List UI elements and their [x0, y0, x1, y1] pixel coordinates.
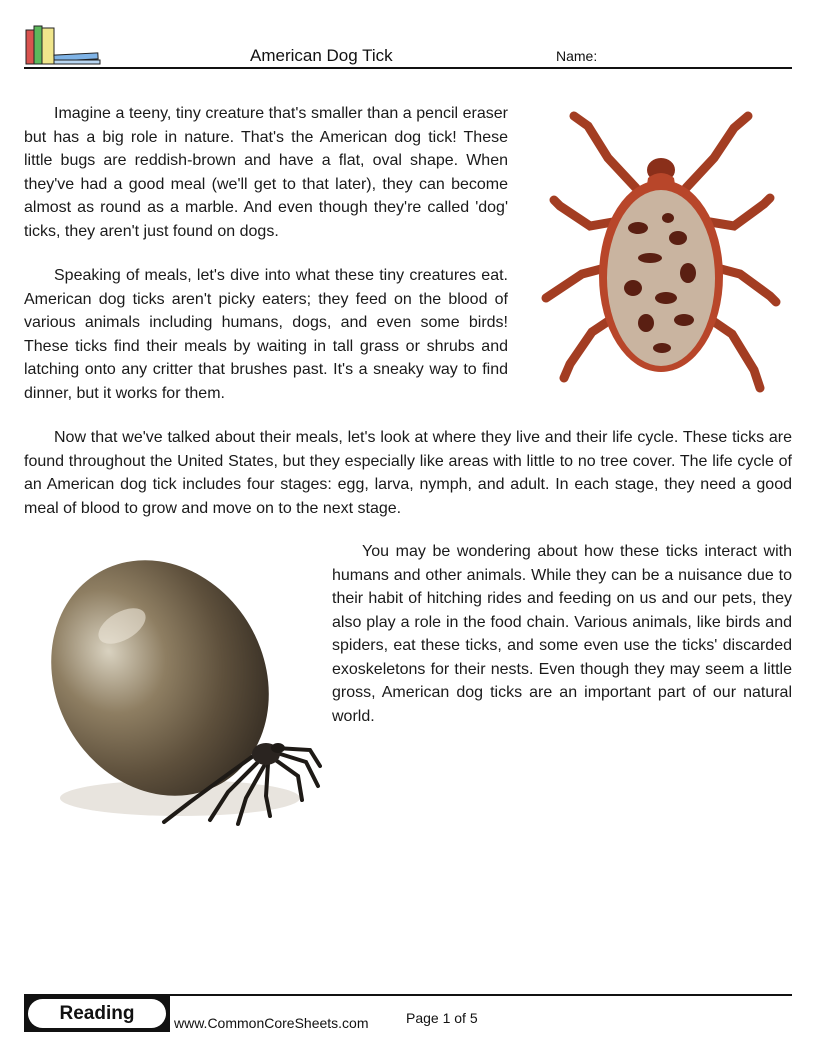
engorged-tick-photo — [30, 548, 322, 832]
page-number: Page 1 of 5 — [406, 1010, 478, 1026]
paragraph-1: Imagine a teeny, tiny creature that's smaller than a pencil eraser but has a big role in nature. That's the American dog tick! These little bugs are reddish-brown and have a flat, oval shape. When they've had a good meal (we'll get to that later), they can become almost as round as a marble. And even though they're called 'dog' ticks, they aren't just found on dogs. — [24, 105, 508, 240]
books-logo-icon — [24, 24, 104, 68]
header-divider — [24, 67, 792, 69]
american-dog-tick-photo — [538, 108, 784, 400]
name-label: Name: — [556, 48, 598, 64]
reading-badge-label: Reading — [28, 999, 166, 1028]
page-header — [24, 24, 792, 68]
paragraph-2: Speaking of meals, let's dive into what these tiny creatures eat. American dog ticks aren't picky eaters; they feed on the blood of various animals including humans, dogs, and even some birds! These ticks find their meals by waiting in tall grass or shrubs and latching onto any critter that brushes past. It's a sneaky way to find dinner, but it works for them. — [24, 267, 508, 402]
paragraph-4: You may be wondering about how these ticks interact with humans and other animals. While they can be a nuisance due to their habit of hitching rides and feeding on us and our pets, they also play a role in the food chain. Various animals, like birds and spiders, eat these ticks, and some even use the ticks' discarded exoskeletons for their nests. Even though they may seem a little gross, American dog ticks are an important part of our natural world. — [332, 543, 792, 725]
reading-badge — [24, 996, 170, 1032]
page-title: American Dog Tick — [250, 46, 393, 65]
site-url: www.CommonCoreSheets.com — [174, 1015, 369, 1031]
paragraph-3: Now that we've talked about their meals, let's look at where they live and their life cycle. These ticks are found throughout the United States, but they especially like areas with little to no tree cover. The life cycle of an American dog tick includes four stages: egg, larva, nymph, and adult. In each stage, they need a good meal of blood to grow and move on to the next stage. — [24, 429, 792, 517]
